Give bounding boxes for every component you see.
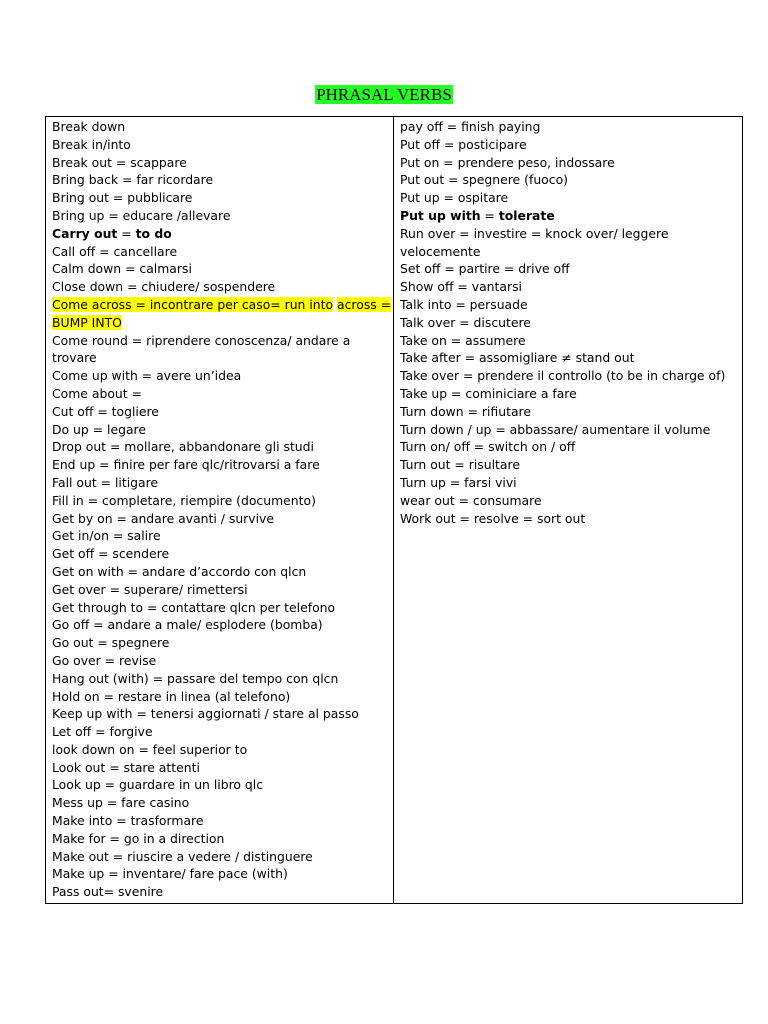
list-item [52, 794, 393, 812]
list-item [400, 296, 742, 314]
page-title [0, 85, 768, 105]
list-item [52, 154, 393, 172]
list-item [400, 171, 742, 189]
list-item [52, 812, 393, 830]
entry-text: tolerate [498, 207, 555, 223]
entry-text: Put off = posticipare [400, 136, 527, 152]
list-item [52, 883, 393, 901]
list-item [52, 510, 393, 528]
list-item [52, 634, 393, 652]
list-item [52, 260, 393, 278]
list-item [52, 243, 393, 261]
entry-text: Take over = prendere il controllo (to be in charge of) [400, 368, 726, 384]
list-item [52, 385, 393, 403]
entry-text: Cut off = togliere [52, 403, 159, 419]
list-item [52, 776, 393, 794]
list-item [400, 154, 742, 172]
entry-text: to do [135, 225, 172, 241]
phrasal-verbs-table [45, 116, 743, 904]
left-column [46, 117, 394, 904]
entry-text: Make into = trasformare [52, 813, 204, 829]
list-item [400, 118, 742, 136]
list-item [52, 349, 393, 367]
list-item [52, 314, 393, 332]
entry-text: Do up = legare [52, 421, 147, 437]
list-item [52, 705, 393, 723]
entry-text: Get by on = andare avanti / survive [52, 510, 274, 526]
list-item [400, 403, 742, 421]
list-item [52, 830, 393, 848]
list-item [400, 492, 742, 510]
entry-text: Make up = inventare/ fare pace (with) [52, 866, 288, 882]
list-item [52, 492, 393, 510]
list-item [400, 349, 742, 367]
list-item [52, 670, 393, 688]
list-item [52, 403, 393, 421]
entry-text: Carry out [52, 225, 118, 241]
list-item [52, 723, 393, 741]
entry-text: Get in/on = salire [52, 528, 161, 544]
list-item [52, 848, 393, 866]
list-item [52, 563, 393, 581]
list-item [400, 438, 742, 456]
entry-text: Calm down = calmarsi [52, 261, 192, 277]
entry-text: Break down [52, 119, 126, 134]
list-item [52, 278, 393, 296]
entry-text: Look out = stare attenti [52, 759, 200, 775]
highlighted-text: BUMP INTO [52, 314, 122, 330]
list-item [400, 510, 742, 528]
entry-text: look down on = feel superior to [52, 741, 248, 757]
entry-text: Talk into = persuade [400, 296, 528, 312]
entry-text: Take up = cominiciare a fare [400, 385, 577, 401]
entry-text: Show off = vantarsi [400, 279, 522, 295]
entry-text: Get through to = contattare qlcn per telefono [52, 599, 336, 615]
list-item [400, 332, 742, 350]
list-item [400, 207, 742, 225]
entry-text: Go out = spegnere [52, 635, 170, 651]
entry-text: Come round = riprendere conoscenza/ andare a [52, 332, 351, 348]
list-item [52, 332, 393, 350]
list-item [52, 189, 393, 207]
entry-text: Come about = [52, 385, 142, 401]
entry-text: wear out = consumare [400, 492, 542, 508]
entry-text: Mess up = fare casino [52, 795, 190, 811]
list-item [52, 527, 393, 545]
entry-text: Turn down = rifiutare [400, 403, 531, 419]
entry-text: Work out = resolve = sort out [400, 510, 586, 526]
entry-text: Bring up = educare /allevare [52, 207, 231, 223]
entry-text: Make out = riuscire a vedere / distinguere [52, 848, 313, 864]
list-item [52, 118, 393, 136]
list-item [400, 189, 742, 207]
list-item [52, 616, 393, 634]
entry-text: = [117, 225, 136, 241]
highlighted-text: Come across = incontrare per caso= run into [52, 296, 334, 312]
list-item [400, 260, 742, 278]
entry-text: Turn on/ off = switch on / off [400, 439, 576, 455]
entry-text: Turn up = farsi vivi [400, 474, 517, 490]
list-item [52, 599, 393, 617]
list-item [400, 225, 742, 243]
entry-text: Turn out = risultare [400, 457, 520, 473]
entry-text: velocemente [400, 243, 481, 259]
entry-text: Go over = revise [52, 652, 157, 668]
title-text: PHRASAL VERBS [316, 85, 452, 104]
list-item [400, 314, 742, 332]
list-item [52, 545, 393, 563]
entry-text: Bring out = pubblicare [52, 190, 193, 206]
entry-text: Pass out= svenire [52, 884, 164, 900]
entry-text: Put up = ospitare [400, 190, 509, 206]
entry-text: Hang out (with) = passare del tempo con qlcn [52, 670, 339, 686]
list-item [52, 741, 393, 759]
list-item [52, 474, 393, 492]
list-item [52, 421, 393, 439]
list-item [52, 759, 393, 777]
list-item [400, 278, 742, 296]
entry-text: Call off = cancellare [52, 243, 178, 259]
entry-text: trovare [52, 350, 97, 366]
entry-text: Put up with [400, 207, 481, 223]
list-item [400, 367, 742, 385]
entry-text: Talk over = discutere [400, 314, 531, 330]
entry-text: Get off = scendere [52, 546, 170, 562]
list-item [52, 652, 393, 670]
entry-text: Set off = partire = drive off [400, 261, 570, 277]
list-item [52, 865, 393, 883]
list-item [400, 243, 742, 261]
entry-text: Bring back = far ricordare [52, 172, 214, 188]
entry-text: Get over = superare/ rimettersi [52, 581, 248, 597]
entry-text: pay off = finish paying [400, 119, 541, 134]
entry-text: Break in/into [52, 136, 131, 152]
list-item [52, 207, 393, 225]
list-item [52, 296, 393, 314]
entry-text: Get on with = andare d’accordo con qlcn [52, 563, 307, 579]
entry-text: Look up = guardare in un libro qlc [52, 777, 264, 793]
entry-text: Fill in = completare, riempire (documento) [52, 492, 316, 508]
list-item [400, 474, 742, 492]
list-item [52, 225, 393, 243]
list-item [52, 438, 393, 456]
highlighted-text: across = [337, 296, 392, 312]
entry-text: Make for = go in a direction [52, 830, 225, 846]
entry-text: Put out = spegnere (fuoco) [400, 172, 568, 188]
entry-text: Turn down / up = abbassare/ aumentare il volume [400, 421, 711, 437]
table-row [46, 117, 743, 904]
entry-text: Drop out = mollare, abbandonare gli studi [52, 439, 314, 455]
entry-text: Take on = assumere [400, 332, 526, 348]
entry-text: Hold on = restare in linea (al telefono) [52, 688, 291, 704]
list-item [400, 421, 742, 439]
list-item [52, 171, 393, 189]
list-item [400, 456, 742, 474]
list-item [52, 581, 393, 599]
list-item [400, 385, 742, 403]
entry-text: Break out = scappare [52, 154, 187, 170]
entry-text: Keep up with = tenersi aggiornati / stare al passo [52, 706, 359, 722]
list-item [52, 136, 393, 154]
entry-text: Go off = andare a male/ esplodere (bomba) [52, 617, 323, 633]
entry-text: Let off = forgive [52, 724, 153, 740]
entry-text: Close down = chiudere/ sospendere [52, 279, 276, 295]
entry-text: Fall out = litigare [52, 474, 159, 490]
list-item [400, 136, 742, 154]
list-item [52, 456, 393, 474]
right-column [394, 117, 743, 904]
list-item [52, 367, 393, 385]
entry-text: End up = finire per fare qlc/ritrovarsi a fare [52, 457, 320, 473]
list-item [52, 688, 393, 706]
entry-text: Put on = prendere peso, indossare [400, 154, 615, 170]
entry-text: Come up with = avere un’idea [52, 368, 242, 384]
entry-text: Take after = assomigliare ≠ stand out [400, 350, 635, 366]
entry-text: = [480, 207, 499, 223]
entry-text: Run over = investire = knock over/ leggere [400, 225, 669, 241]
